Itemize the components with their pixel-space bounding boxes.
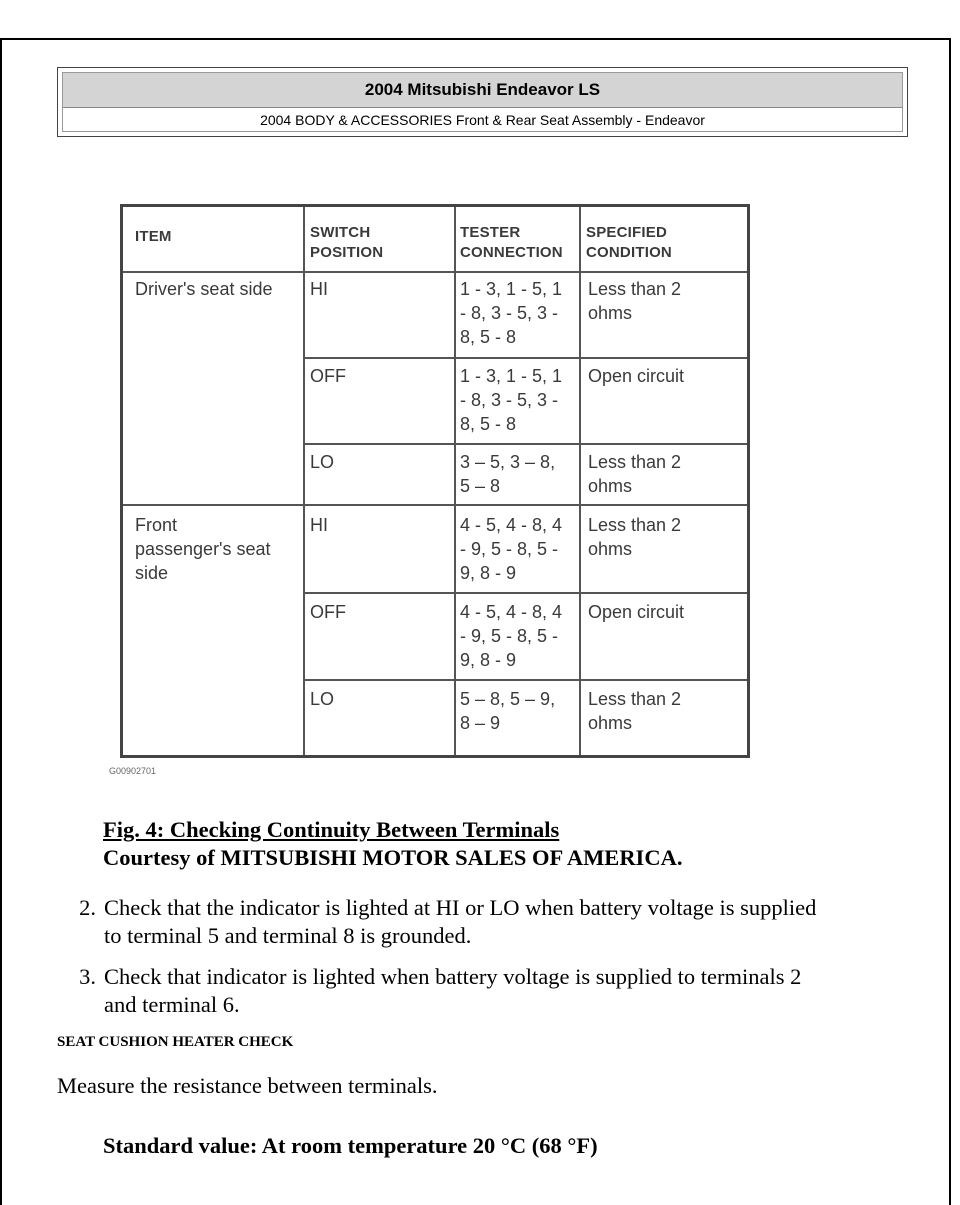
figure-code: G00902701 — [109, 766, 157, 776]
cell-condition: Less than 2 ohms — [588, 279, 682, 323]
step-text — [104, 963, 904, 1019]
cell-switch: OFF — [310, 602, 346, 622]
continuity-table-figure — [120, 204, 750, 758]
figure-caption — [103, 816, 682, 872]
column-header-specified-condition: SPECIFIED CONDITION — [586, 224, 672, 261]
grid-line — [303, 357, 747, 359]
grid-line — [454, 207, 456, 755]
figure-caption-title: Fig. 4: Checking Continuity Between Terminals — [103, 817, 560, 842]
cell-switch: OFF — [310, 366, 346, 386]
grid-line — [303, 679, 747, 681]
grid-line — [303, 443, 747, 445]
cell-tester: 1 - 3, 1 - 5, 1 - 8, 3 - 5, 3 - 8, 5 - 8 — [460, 366, 563, 434]
body-paragraph: Measure the resistance between terminals. — [57, 1073, 438, 1098]
grid-line — [303, 592, 747, 594]
item-driver-seat: Driver's seat side — [135, 279, 273, 299]
step-text-line: Check that indicator is lighted when battery voltage is supplied to terminals 2 — [104, 964, 802, 989]
cell-switch: LO — [310, 689, 335, 709]
cell-condition: Less than 2 ohms — [588, 452, 682, 496]
column-header-switch-position: SWITCH POSITION — [310, 224, 384, 261]
cell-tester: 5 – 8, 5 – 9, 8 – 9 — [460, 689, 556, 733]
step-text-line: and terminal 6. — [104, 992, 240, 1017]
cell-condition: Open circuit — [588, 366, 685, 386]
grid-line — [303, 207, 305, 755]
document-header — [57, 67, 908, 137]
cell-tester: 4 - 5, 4 - 8, 4 - 9, 5 - 8, 5 - 9, 8 - 9 — [460, 515, 563, 583]
grid-line — [579, 207, 581, 755]
cell-switch: HI — [310, 515, 328, 535]
section-heading: SEAT CUSHION HEATER CHECK — [57, 1034, 294, 1050]
step-text — [104, 894, 904, 950]
header-subtitle: 2004 BODY & ACCESSORIES Front & Rear Seat Assembly - Endeavor — [260, 112, 705, 128]
item-passenger-seat: Front passenger's seat side — [135, 515, 271, 583]
grid-line — [123, 271, 747, 273]
cell-condition: Less than 2 ohms — [588, 515, 682, 559]
header-title: 2004 Mitsubishi Endeavor LS — [63, 73, 902, 108]
cell-condition: Open circuit — [588, 602, 685, 622]
step-text-line: Check that the indicator is lighted at HI or LO when battery voltage is supplied — [104, 895, 817, 920]
grid-line — [123, 504, 747, 506]
cell-switch: HI — [310, 279, 328, 299]
cell-switch: LO — [310, 452, 335, 472]
header-inner — [62, 72, 903, 132]
cell-tester: 3 – 5, 3 – 8, 5 – 8 — [460, 452, 556, 496]
column-header-tester-connection: TESTER CONNECTION — [460, 224, 563, 261]
column-header-item: ITEM — [135, 228, 172, 245]
standard-value: Standard value: At room temperature 20 °C (68 °F) — [103, 1133, 598, 1158]
cell-tester: 4 - 5, 4 - 8, 4 - 9, 5 - 8, 5 - 9, 8 - 9 — [460, 602, 563, 670]
step-number: 2. — [79, 895, 96, 920]
cell-tester: 1 - 3, 1 - 5, 1 - 8, 3 - 5, 3 - 8, 5 - 8 — [460, 279, 563, 347]
figure-caption-courtesy: Courtesy of MITSUBISHI MOTOR SALES OF AMERICA. — [103, 845, 683, 870]
cell-condition: Less than 2 ohms — [588, 689, 682, 733]
step-text-line: to terminal 5 and terminal 8 is grounded. — [104, 923, 472, 948]
step-number: 3. — [79, 964, 96, 989]
